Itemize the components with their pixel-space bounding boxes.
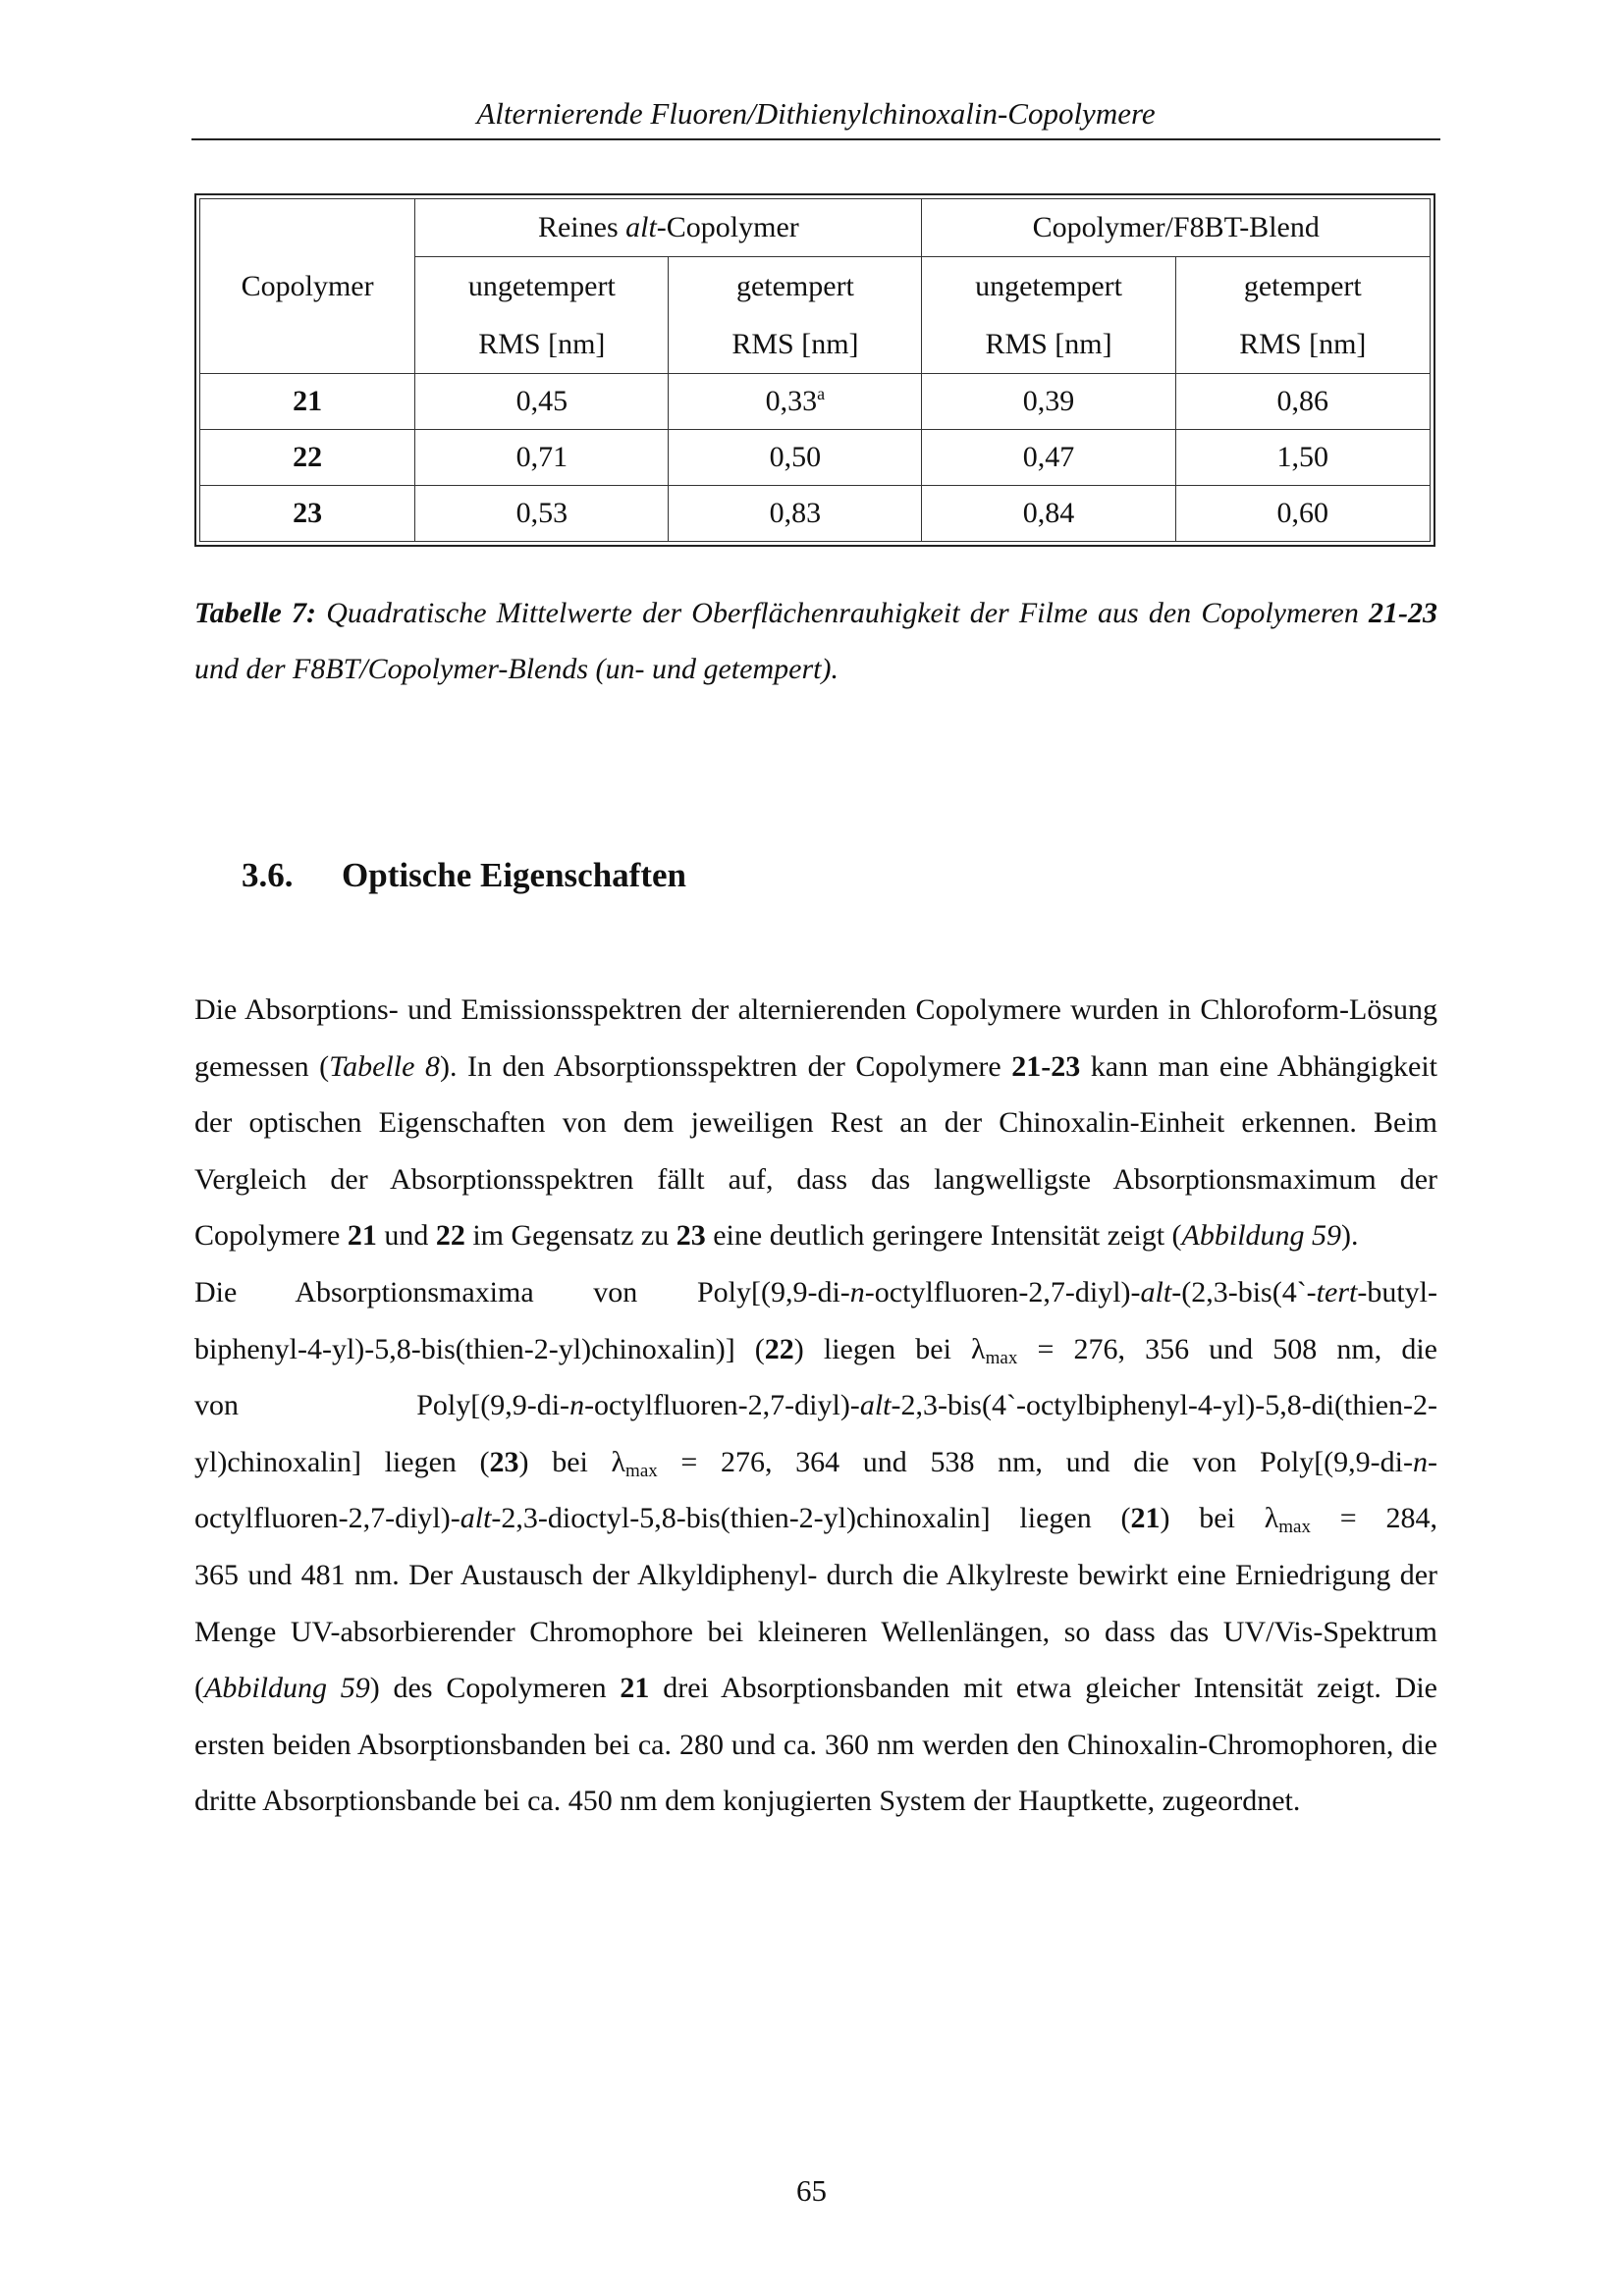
running-header: Alternierende Fluoren/Dithienylchinoxalin-Copolymere	[476, 96, 1156, 131]
section-number: 3.6.	[242, 856, 294, 894]
header-untempered: ungetempert	[922, 257, 1175, 315]
paragraph-line: octylfluoren-2,7-diyl)-alt-2,3-dioctyl-5,8-bis(thien-2-yl)chinoxalin] liegen (21) bei $\lambda_{max} = 284$,	[194, 1502, 1438, 1538]
footnote-marker: a	[817, 384, 826, 404]
table-row	[200, 486, 1431, 542]
paragraph-line: Die Absorptionsmaxima von Poly[(9,9-di-n-octylfluoren-2,7-diyl)-alt-(2,3-bis(4`-tert-butyl-	[194, 1275, 1437, 1308]
rms-table-grid	[199, 198, 1431, 542]
cell-value: 1,50	[1175, 430, 1430, 486]
header-tempered: getempert	[1175, 257, 1430, 315]
rms-table	[194, 193, 1435, 547]
cell-value: 0,86	[1175, 374, 1430, 430]
page-number: 65	[796, 2173, 827, 2208]
cell-value: 0,47	[922, 430, 1175, 486]
header-unit: RMS [nm]	[669, 315, 922, 373]
cell-value: 0,33$^a$	[669, 374, 922, 430]
row-id: 22	[200, 430, 415, 486]
cell-value: 0,50	[669, 430, 922, 486]
table-row	[200, 430, 1431, 486]
row-id: 23	[200, 486, 415, 542]
cell-value: 0,60	[1175, 486, 1430, 542]
paragraph: 365 und 481 nm. Der Austausch der Alkyldiphenyl- durch die Alkylreste bewirkt eine Erniedrigung der Menge UV-absorbierender Chromophore bei kleineren Wellenlängen, so dass das UV/Vis-Spektrum (Abbildung 59) des Copolymeren 21 drei Absorptionsbanden mit etwa gleicher Intensität zeigt. Die ersten beiden Absorptionsbanden bei ca. 280 und ca. 360 nm werden den Chinoxalin-Chromophoren, die dritte Absorptionsbande bei ca. 450 nm dem konjugierten System der Hauptkette, zugeordnet.	[194, 1558, 1437, 1818]
paragraph-line: von Poly[(9,9-di-n-octylfluoren-2,7-diyl)-alt-2,3-bis(4`-octylbiphenyl-4-yl)-5,8-di(thien-2-	[194, 1389, 1437, 1422]
header-tempered: getempert	[669, 257, 922, 315]
header-pure-copolymer: Reines alt-Copolymer	[415, 199, 922, 257]
header-rule	[191, 138, 1440, 140]
cell-value: 0,39	[922, 374, 1175, 430]
caption-label: Tabelle 7:	[194, 597, 317, 629]
cell-value: 0,83	[669, 486, 922, 542]
paragraph: Die Absorptions- und Emissionsspektren der alternierenden Copolymere wurden in Chloroform-Lösung gemessen (Tabelle 8). In den Absorptionsspektren der Copolymere 21-23 kann man eine Abhängigkeit der optischen Eigenschaften von dem jeweiligen Rest an der Chinoxalin-Einheit erkennen. Beim Vergleich der Absorptionsspektren fällt auf, dass das langwelligste Absorptionsmaximum der Copolymere 21 und 22 im Gegensatz zu 23 eine deutlich geringere Intensität zeigt (Abbildung 59).	[194, 993, 1438, 1253]
cell-value: 0,84	[922, 486, 1175, 542]
header-untempered: ungetempert	[415, 257, 669, 315]
table-row	[200, 374, 1431, 430]
cell-value: 0,71	[415, 430, 669, 486]
body-text	[194, 982, 1437, 1830]
header-unit: RMS [nm]	[415, 315, 669, 373]
header-unit: RMS [nm]	[1175, 315, 1430, 373]
row-id: 21	[200, 374, 415, 430]
section-heading	[242, 854, 686, 897]
paragraph-line: biphenyl-4-yl)-5,8-bis(thien-2-yl)chinoxalin)] (22) liegen bei $\lambda_{max} = 276$, 356 und 508 nm, die	[194, 1332, 1437, 1368]
header-unit: RMS [nm]	[922, 315, 1175, 373]
cell-value: 0,45	[415, 374, 669, 430]
table-caption: Tabelle 7: Quadratische Mittelwerte der Oberflächenrauhigkeit der Filme aus den Copolymeren 21-23 und der F8BT/Copolymer-Blends (un- und getempert).	[194, 597, 1437, 685]
header-copolymer: Copolymer	[200, 199, 415, 374]
paragraph-line: yl)chinoxalin] liegen (23) bei $\lambda_{max} = 276$, 364 und 538 nm, und die von Poly[(9,9-di-n-	[194, 1445, 1437, 1481]
section-title: Optische Eigenschaften	[342, 856, 686, 894]
cell-value: 0,53	[415, 486, 669, 542]
header-blend: Copolymer/F8BT-Blend	[922, 199, 1431, 257]
